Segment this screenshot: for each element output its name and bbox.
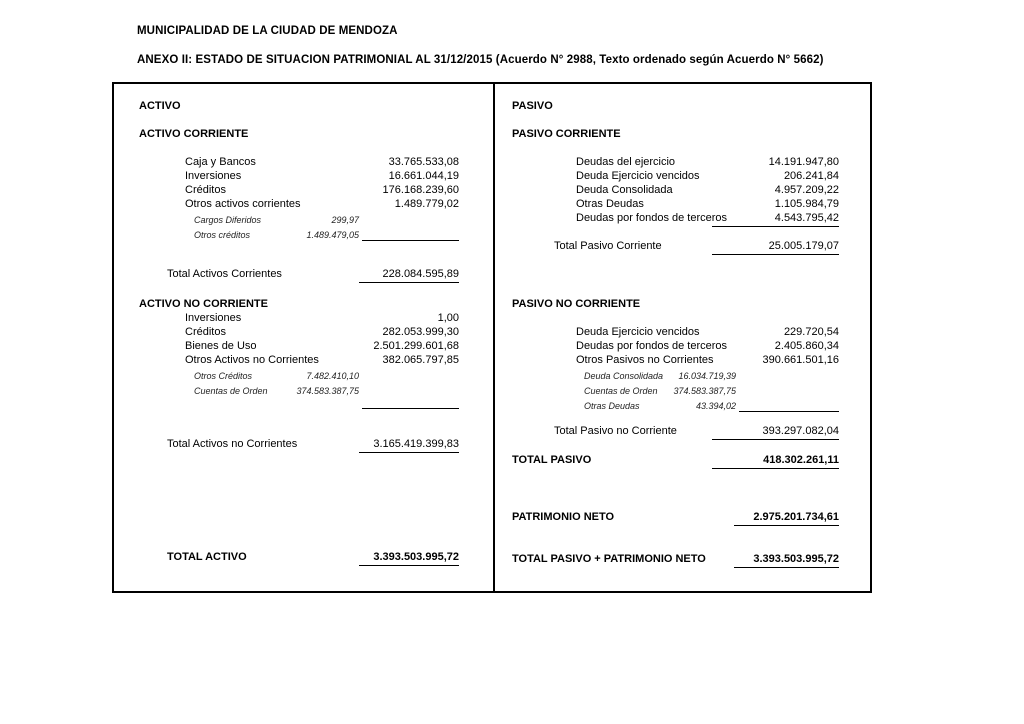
sub-item-label: Cuentas de Orden — [194, 386, 268, 396]
grand-total-label: TOTAL PASIVO — [512, 454, 592, 466]
line-item-row — [185, 183, 459, 197]
line-item-row — [576, 325, 839, 339]
grand-total-label: TOTAL ACTIVO — [167, 551, 247, 563]
grand-total-row — [512, 453, 839, 467]
sub-item-label: Cargos Diferidos — [194, 215, 262, 225]
line-item-label: Otras Deudas — [576, 198, 644, 210]
line-item-label: Deuda Consolidada — [576, 184, 673, 196]
line-item-label: Otros activos corrientes — [185, 198, 301, 210]
sub-item-value: 16.034.719,39 — [678, 371, 736, 381]
sub-item-label: Otros Créditos — [194, 371, 253, 381]
pasivo-corriente-items — [512, 155, 870, 225]
patrimonio-neto-label: PATRIMONIO NETO — [512, 511, 615, 523]
line-item-value: 176.168.239,60 — [382, 184, 459, 196]
line-item-label: Créditos — [185, 326, 226, 338]
grand-total-row — [167, 550, 459, 564]
sum-rule-line — [362, 240, 459, 241]
org-name: MUNICIPALIDAD DE LA CIUDAD DE MENDOZA — [137, 25, 398, 37]
line-item-label: Deudas por fondos de terceros — [576, 340, 728, 352]
sub-item-row — [584, 369, 839, 384]
activo-no-corriente-title: ACTIVO NO CORRIENTE — [139, 298, 268, 310]
line-item-row — [185, 197, 459, 211]
sub-item-row — [194, 384, 459, 399]
sub-item-value: 299,97 — [331, 215, 359, 225]
patrimonio-neto-row — [512, 510, 839, 524]
line-item-row — [576, 183, 839, 197]
activo-corriente-items — [139, 155, 493, 211]
pasivo-column — [495, 84, 870, 591]
line-item-label: Deuda Ejercicio vencidos — [576, 326, 700, 338]
line-item-row — [576, 155, 839, 169]
activo-no-corriente-items — [139, 311, 493, 367]
line-item-value: 4.957.209,22 — [774, 184, 839, 196]
pasivo-title: PASIVO — [512, 100, 553, 112]
pasivo-no-corriente-title: PASIVO NO CORRIENTE — [512, 298, 641, 310]
balance-sheet — [112, 82, 872, 593]
line-item-row — [185, 155, 459, 169]
sub-item-label: Otras Deudas — [584, 401, 640, 411]
total-row — [554, 424, 839, 438]
sub-item-label: Cuentas de Orden — [584, 386, 658, 396]
sum-rule-line — [362, 408, 459, 409]
sub-item-row — [584, 399, 839, 414]
line-item-row — [185, 311, 459, 325]
sub-item-value: 374.583.387,75 — [296, 386, 359, 396]
line-item-value: 282.053.999,30 — [382, 326, 459, 338]
total-label: Total Activos Corrientes — [167, 268, 282, 280]
total-label: Total Pasivo Corriente — [554, 240, 662, 252]
line-item-value: 1,00 — [437, 312, 459, 324]
grand-total-label: TOTAL PASIVO + PATRIMONIO NETO — [512, 553, 706, 565]
line-item-value: 16.661.044,19 — [388, 170, 459, 182]
line-item-value: 1.105.984,79 — [774, 198, 839, 210]
line-item-value: 14.191.947,80 — [768, 156, 839, 168]
line-item-label: Inversiones — [185, 312, 242, 324]
total-value: 228.084.595,89 — [359, 267, 459, 283]
grand-total-value: 3.393.503.995,72 — [734, 552, 839, 568]
total-value: 393.297.082,04 — [712, 424, 839, 440]
line-item-label: Bienes de Uso — [185, 340, 257, 352]
line-item-value: 229.720,54 — [783, 326, 839, 338]
grand-total-row — [512, 552, 839, 566]
sub-item-row — [194, 213, 459, 228]
line-item-row — [576, 353, 839, 367]
grand-total-value: 418.302.261,11 — [712, 453, 839, 469]
line-item-row — [576, 211, 839, 225]
line-item-label: Créditos — [185, 184, 226, 196]
grand-total-value: 3.393.503.995,72 — [359, 550, 459, 566]
line-item-label: Deuda Ejercicio vencidos — [576, 170, 700, 182]
line-item-value: 2.405.860,34 — [774, 340, 839, 352]
activo-column — [114, 84, 495, 591]
total-value: 25.005.179,07 — [712, 239, 839, 255]
line-item-value: 2.501.299.601,68 — [373, 340, 459, 352]
line-item-row — [185, 325, 459, 339]
activo-title: ACTIVO — [139, 100, 181, 112]
pasivo-corriente-title: PASIVO CORRIENTE — [512, 128, 621, 140]
line-item-label: Inversiones — [185, 170, 242, 182]
sub-item-value: 1.489.479,05 — [306, 230, 359, 240]
line-item-row — [576, 339, 839, 353]
line-item-row — [576, 197, 839, 211]
total-value: 3.165.419.399,83 — [359, 437, 459, 453]
document-title: ANEXO II: ESTADO DE SITUACION PATRIMONIAL AL 31/12/2015 (Acuerdo N° 2988, Texto ordenado según Acuerdo N° 5662) — [137, 54, 824, 66]
line-item-label: Caja y Bancos — [185, 156, 256, 168]
total-label: Total Activos no Corrientes — [167, 438, 298, 450]
line-item-label: Deudas del ejercicio — [576, 156, 676, 168]
patrimonio-neto-value: 2.975.201.734,61 — [734, 510, 839, 526]
activo-corriente-subitems — [139, 213, 493, 243]
document-header — [137, 24, 824, 67]
total-row — [167, 437, 459, 451]
activo-no-corriente-subitems — [139, 369, 493, 399]
sub-item-row — [584, 384, 839, 399]
sub-item-row — [194, 369, 459, 384]
sub-item-row — [194, 228, 459, 243]
line-item-label: Otros Pasivos no Corrientes — [576, 354, 714, 366]
line-item-value: 206.241,84 — [783, 170, 839, 182]
line-item-row — [185, 169, 459, 183]
sum-rule-line — [739, 411, 839, 412]
sub-item-label: Otros créditos — [194, 230, 251, 240]
line-item-row — [576, 169, 839, 183]
line-item-row — [185, 353, 459, 367]
total-row — [554, 239, 839, 253]
line-item-label: Otros Activos no Corrientes — [185, 354, 319, 366]
total-row — [167, 267, 459, 281]
sub-item-value: 43.394,02 — [695, 401, 736, 411]
line-item-label: Deudas por fondos de terceros — [576, 212, 728, 224]
line-item-value: 33.765.533,08 — [388, 156, 459, 168]
line-item-value: 390.661.501,16 — [762, 354, 839, 366]
pasivo-no-corriente-subitems — [512, 369, 870, 414]
pasivo-no-corriente-items — [512, 325, 870, 367]
total-label: Total Pasivo no Corriente — [554, 425, 677, 437]
activo-corriente-title: ACTIVO CORRIENTE — [139, 128, 249, 140]
sub-item-value: 7.482.410,10 — [306, 371, 359, 381]
sub-item-value: 374.583.387,75 — [673, 386, 736, 396]
line-item-value: 382.065.797,85 — [382, 354, 459, 366]
line-item-value: 1.489.779,02 — [394, 198, 459, 210]
line-item-row — [185, 339, 459, 353]
line-item-value: 4.543.795,42 — [712, 211, 839, 227]
sub-item-label: Deuda Consolidada — [584, 371, 664, 381]
